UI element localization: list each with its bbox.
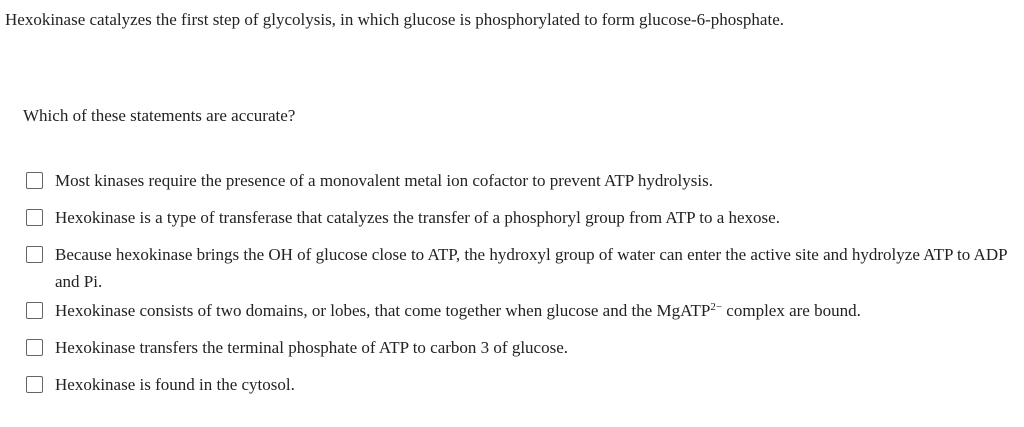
option-1-label: Most kinases require the presence of a monovalent metal ion cofactor to prevent ATP hydrolysis. bbox=[55, 171, 713, 190]
option-5-label: Hexokinase transfers the terminal phosphate of ATP to carbon 3 of glucose. bbox=[55, 338, 569, 357]
checkbox-option-5[interactable] bbox=[26, 339, 43, 356]
charge-superscript: 2− bbox=[710, 301, 723, 313]
option-3-label: Because hexokinase brings the OH of glucose close to ATP, the hydroxyl group of water can enter the active site and hydrolyze ATP to ADP and Pi. bbox=[55, 245, 1007, 291]
option-4-text-after: complex are bound. bbox=[722, 301, 861, 320]
checkbox-option-1[interactable] bbox=[26, 172, 43, 189]
option-4-text-before: Hexokinase consists of two domains, or lobes, that come together when glucose and the MgATP bbox=[55, 301, 711, 320]
intro-text: Hexokinase catalyzes the first step of glycolysis, in which glucose is phosphorylated to form glucose-6-phosphate. bbox=[5, 10, 784, 29]
answer-option-5[interactable] bbox=[26, 335, 1016, 361]
option-4-label bbox=[55, 297, 861, 324]
checkbox-option-4[interactable] bbox=[26, 302, 43, 319]
checkbox-option-6[interactable] bbox=[26, 376, 43, 393]
checkbox-option-2[interactable] bbox=[26, 209, 43, 226]
answer-option-1[interactable] bbox=[26, 168, 1016, 194]
answer-option-2[interactable] bbox=[26, 205, 1016, 231]
answer-option-4[interactable] bbox=[26, 298, 1016, 324]
answer-options-list bbox=[26, 168, 1016, 409]
checkbox-option-3[interactable] bbox=[26, 246, 43, 263]
question-prompt: Which of these statements are accurate? bbox=[23, 106, 296, 125]
option-2-label: Hexokinase is a type of transferase that catalyzes the transfer of a phosphoryl group from ATP to a hexose. bbox=[55, 208, 780, 227]
answer-option-3[interactable] bbox=[26, 242, 1016, 295]
option-6-label: Hexokinase is found in the cytosol. bbox=[55, 375, 295, 394]
answer-option-6[interactable] bbox=[26, 372, 1016, 398]
